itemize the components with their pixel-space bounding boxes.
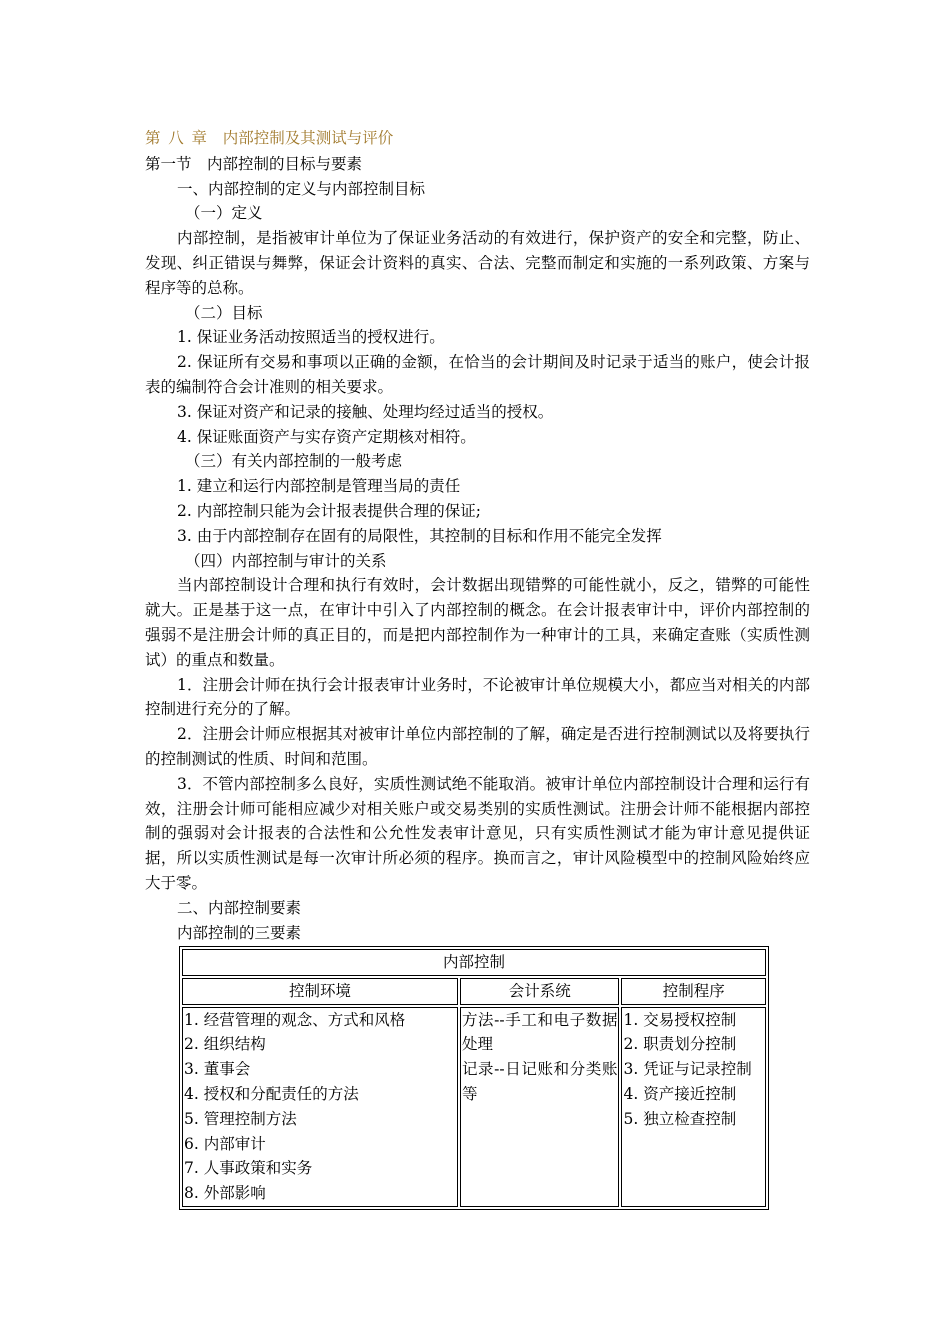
definition-text: 内部控制，是指被审计单位为了保证业务活动的有效进行，保护资产的安全和完整，防止、发现、纠正错误与舞弊，保证会计资料的真实、合法、完整而制定和实施的一系列政策、方案与程序等的总称。 bbox=[145, 229, 810, 297]
relation-heading: （四）内部控制与审计的关系 bbox=[185, 551, 387, 570]
chapter-title bbox=[145, 126, 810, 151]
table-title: 内部控制 bbox=[182, 949, 766, 976]
goal-item: 3. 保证对资产和记录的接触、处理均经过适当的授权。 bbox=[177, 402, 554, 421]
chapter-name: 内部控制及其测试与评价 bbox=[222, 129, 394, 147]
consider-item: 3. 由于内部控制存在固有的局限性，其控制的目标和作用不能完全发挥 bbox=[177, 526, 662, 545]
consider-item: 2. 内部控制只能为会计报表提供合理的保证; bbox=[177, 501, 481, 520]
part2-heading: 二、内部控制要素 bbox=[177, 898, 302, 917]
goal-item: 4. 保证账面资产与实存资产定期核对相符。 bbox=[177, 427, 476, 446]
accounting-system-item: 记录--日记账和分类账等 bbox=[461, 1060, 618, 1103]
part1-heading: 一、内部控制的定义与内部控制目标 bbox=[177, 179, 426, 198]
control-elements-table bbox=[179, 946, 769, 1210]
goal-item: 1. 保证业务活动按照适当的授权进行。 bbox=[177, 328, 445, 347]
definition-heading: （一）定义 bbox=[185, 204, 263, 223]
environment-item: 1. 经营管理的观念、方式和风格 bbox=[184, 1010, 406, 1029]
relation-point: 3．不管内部控制多么良好，实质性测试绝不能取消。被审计单位内部控制设计合理和运行有效，注册会计师可能相应减少对相关账户或交易类别的实质性测试。注册会计师不能根据内部控制的强弱对会计报表的合法性和公允性发表审计意见，只有实质性测试才能为审计意见提供证据，所以实质性测试是每一次审计所必须的程序。换而言之，审计风险模型中的控制风险始终应大于零。 bbox=[145, 774, 810, 892]
control-procedure-item: 3. 凭证与记录控制 bbox=[623, 1060, 752, 1079]
control-procedure-item: 1. 交易授权控制 bbox=[623, 1010, 737, 1029]
relation-text: 当内部控制设计合理和执行有效时，会计数据出现错弊的可能性就小，反之，错弊的可能性就大。正是基于这一点，在审计中引入了内部控制的概念。在会计报表审计中，评价内部控制的强弱不是注册会计师的真正目的，而是把内部控制作为一种审计的工具，来确定查账（实质性测试）的重点和数量。 bbox=[145, 576, 810, 669]
goal-item: 2. 保证所有交易和事项以正确的金额，在恰当的会计期间及时记录于适当的账户，使会计报表的编制符合会计准则的相关要求。 bbox=[145, 353, 810, 396]
accounting-system-item: 方法--手工和电子数据处理 bbox=[461, 1010, 618, 1054]
relation-point: 2．注册会计师应根据其对被审计单位内部控制的了解，确定是否进行控制测试以及将要执行的控制测试的性质、时间和范围。 bbox=[145, 725, 810, 768]
relation-point: 1．注册会计师在执行会计报表审计业务时，不论被审计单位规模大小，都应当对相关的内部控制进行充分的了解。 bbox=[145, 675, 810, 719]
table-caption: 内部控制的三要素 bbox=[177, 923, 302, 942]
column-header-accounting-system: 会计系统 bbox=[460, 978, 620, 1005]
environment-item: 7. 人事政策和实务 bbox=[184, 1159, 313, 1178]
environment-item: 6. 内部审计 bbox=[184, 1134, 266, 1153]
consider-heading: （三）有关内部控制的一般考虑 bbox=[185, 452, 403, 471]
goal-heading: （二）目标 bbox=[185, 303, 263, 322]
environment-item: 3. 董事会 bbox=[184, 1060, 251, 1079]
consider-item: 1. 建立和运行内部控制是管理当局的责任 bbox=[177, 477, 461, 496]
document-body bbox=[145, 126, 810, 945]
chapter-number: 第八章 bbox=[145, 129, 215, 147]
control-procedure-item: 5. 独立检查控制 bbox=[623, 1109, 737, 1128]
control-procedures-list bbox=[621, 1007, 766, 1207]
environment-item: 8. 外部影响 bbox=[184, 1184, 266, 1203]
accounting-system-list bbox=[460, 1007, 620, 1207]
environment-list bbox=[182, 1007, 458, 1207]
section-title: 第一节 内部控制的目标与要素 bbox=[145, 154, 363, 173]
control-procedure-item: 2. 职责划分控制 bbox=[623, 1035, 737, 1054]
control-procedure-item: 4. 资产接近控制 bbox=[623, 1084, 737, 1103]
environment-item: 2. 组织结构 bbox=[184, 1035, 266, 1054]
column-header-control-procedures: 控制程序 bbox=[621, 978, 766, 1005]
column-header-environment: 控制环境 bbox=[182, 978, 458, 1005]
environment-item: 5. 管理控制方法 bbox=[184, 1109, 297, 1128]
environment-item: 4. 授权和分配责任的方法 bbox=[184, 1084, 359, 1103]
